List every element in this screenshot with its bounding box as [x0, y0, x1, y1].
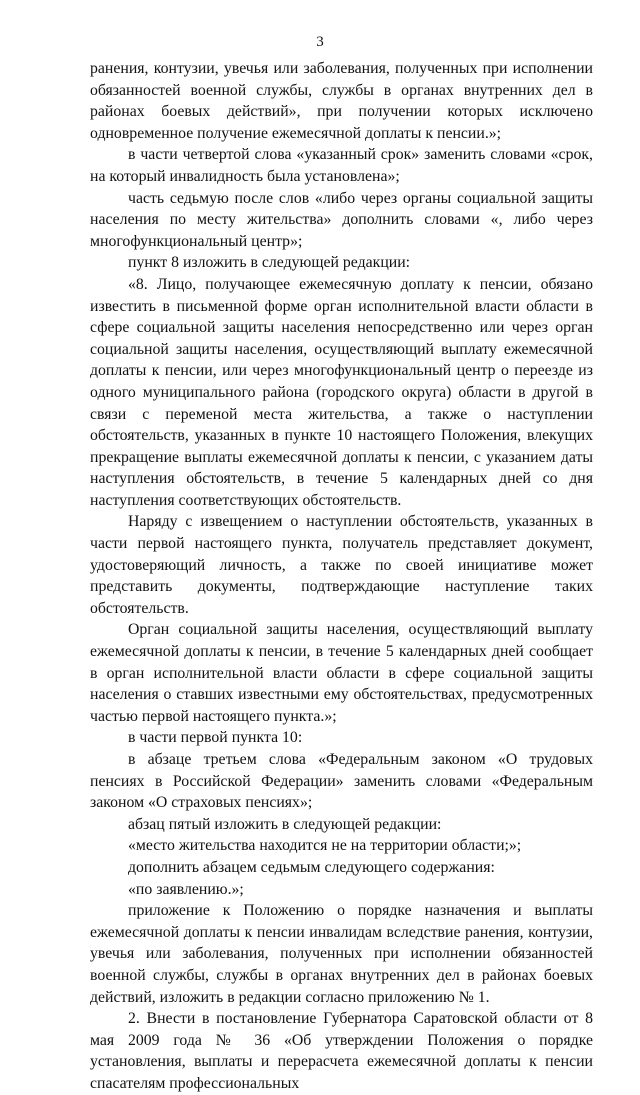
paragraph: Орган социальной защиты населения, осуществляющий выплату ежемесячной доплаты к пенсии, в течение 5 календарных дней сообщает в орган исполнительной власти области в сфере социальной защиты населения о ставших известными ему обстоятельствах, предусмотренных частью первой настоящего пункта.»; — [90, 621, 593, 725]
paragraph: «место жительства находится не на территории области;»; — [128, 837, 522, 855]
paragraph: приложение к Положению о порядке назначения и выплаты ежемесячной доплаты к пенсии инвалидам вследствие ранения, контузии, увечья или заболевания, полученных при исполнении обязанностей военной службы, службы в органах внутренних дел в районах боевых действий, изложить в редакции согласно приложению № 1. — [90, 902, 593, 1006]
document-body — [90, 58, 593, 1095]
paragraph: абзац пятый изложить в следующей редакции: — [128, 815, 442, 833]
paragraph: дополнить абзацем седьмым следующего содержания: — [128, 858, 495, 876]
paragraph: в части четвертой слова «указанный срок» заменить словами «срок, на который инвалидность была установлена»; — [90, 146, 593, 185]
paragraph: «8. Лицо, получающее ежемесячную доплату к пенсии, обязано известить в письменной форме орган исполнительной власти области в сфере социальной защиты населения непосредственно или через орган социальной защиты населения, осуществляющий выплату ежемесячной доплаты к пенсии, или через многофункциональный центр о переезде из одного муниципального района (городского округа) области в другой в связи с переменой места жительства, а также о наступлении обстоятельств, указанных в пункте 10 настоящего Положения, влекущих прекращение выплаты ежемесячной доплаты к пенсии, с указанием даты наступления обстоятельств, в течение 5 календарных дней со дня наступления соответствующих обстоятельств. — [90, 275, 593, 509]
paragraph: часть седьмую после слов «либо через органы социальной защиты населения по месту жительства» дополнить словами «, либо через многофункциональный центр»; — [90, 189, 593, 250]
paragraph: ранения, контузии, увечья или заболевания, полученных при исполнении обязанностей военной службы, службы в органах внутренних дел в районах боевых действий», при получении которых исключено одновременное получение ежемесячной доплаты к пенсии.»; — [90, 60, 593, 142]
paragraph: Наряду с извещением о наступлении обстоятельств, указанных в части первой настоящего пункта, получатель представляет документ, удостоверяющий личность, а также по своей инициативе может представить документы, подтверждающие наступление таких обстоятельств. — [90, 513, 593, 617]
paragraph: в абзаце третьем слова «Федеральным законом «О трудовых пенсиях в Российской Федерации» заменить словами «Федеральным законом «О страховых пенсиях»; — [90, 751, 593, 812]
paragraph: 2. Внести в постановление Губернатора Саратовской области от 8 мая 2009 года № 36 «Об утверждении Положения о порядке установления, выплаты и перерасчета ежемесячной доплаты к пенсии спасателям профессиональных — [90, 1010, 593, 1092]
paragraph: «по заявлению.»; — [128, 880, 244, 898]
paragraph: в части первой пункта 10: — [128, 729, 303, 747]
paragraph: пункт 8 изложить в следующей редакции: — [128, 254, 411, 272]
page-number: 3 — [316, 34, 324, 50]
